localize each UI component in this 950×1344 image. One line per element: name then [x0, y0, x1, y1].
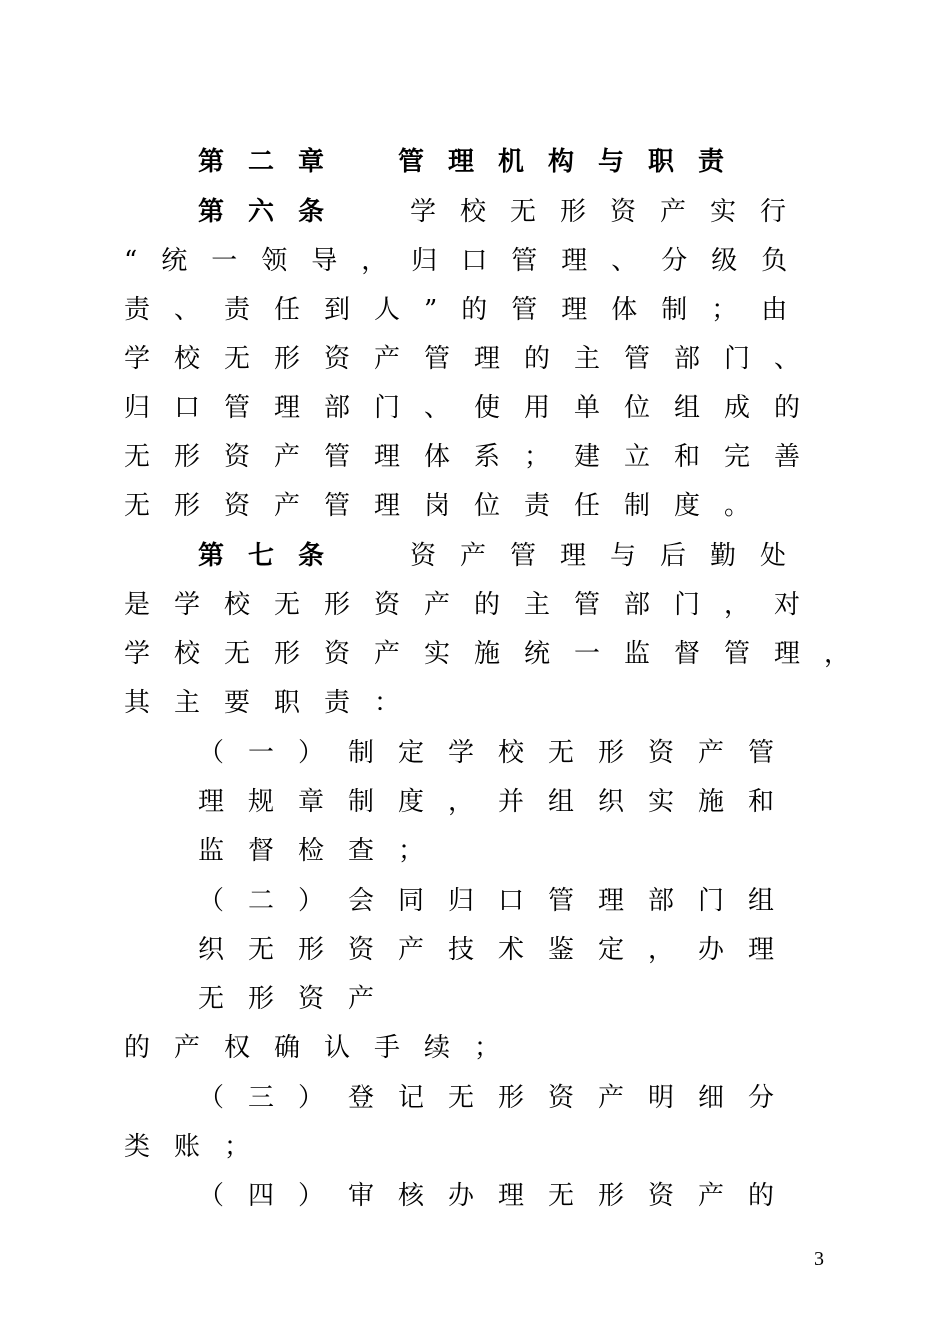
article-7-heading: 第七条: [198, 541, 349, 571]
article-6-line: 学校无形资产实行: [410, 197, 811, 227]
article-6-line: 无形资产管理体系；建立和完善: [124, 442, 825, 472]
duty-3-line: 类账；: [124, 1132, 275, 1162]
article-7-line: 学校无形资产实施统一监督管理，: [124, 639, 875, 669]
article-6-heading: 第六条: [198, 197, 349, 227]
article-6-line: 归口管理部门、使用单位组成的: [124, 393, 825, 423]
page-number: 3: [814, 1248, 824, 1270]
duty-2-line: 织无形资产技术鉴定，办理: [198, 935, 799, 965]
article-7-line: 资产管理与后勤处: [410, 541, 811, 571]
duty-3-line: （三）登记无形资产明细分: [198, 1083, 799, 1113]
duty-2-line: 的产权确认手续；: [124, 1033, 525, 1063]
duty-2-line: 无形资产: [198, 984, 399, 1014]
article-6-line: 学校无形资产管理的主管部门、: [124, 344, 825, 374]
duty-1-line: 理规章制度，并组织实施和: [198, 787, 799, 817]
duty-1-line: （一）制定学校无形资产管: [198, 738, 799, 768]
duty-4-line: （四）审核办理无形资产的: [198, 1181, 799, 1211]
article-7-line: 是学校无形资产的主管部门，对: [124, 590, 825, 620]
article-6-line: “统一领导，归口管理、分级负: [124, 246, 812, 276]
chapter-title: 第二章 管理机构与职责: [198, 147, 749, 177]
duty-2-line: （二）会同归口管理部门组: [198, 886, 799, 916]
duty-1-line: 监督检查；: [198, 836, 449, 866]
article-6-line: 无形资产管理岗位责任制度。: [124, 491, 775, 521]
article-6-line: 责、责任到人”的管理体制；由: [124, 295, 812, 325]
article-7-line: 其主要职责：: [124, 688, 425, 718]
